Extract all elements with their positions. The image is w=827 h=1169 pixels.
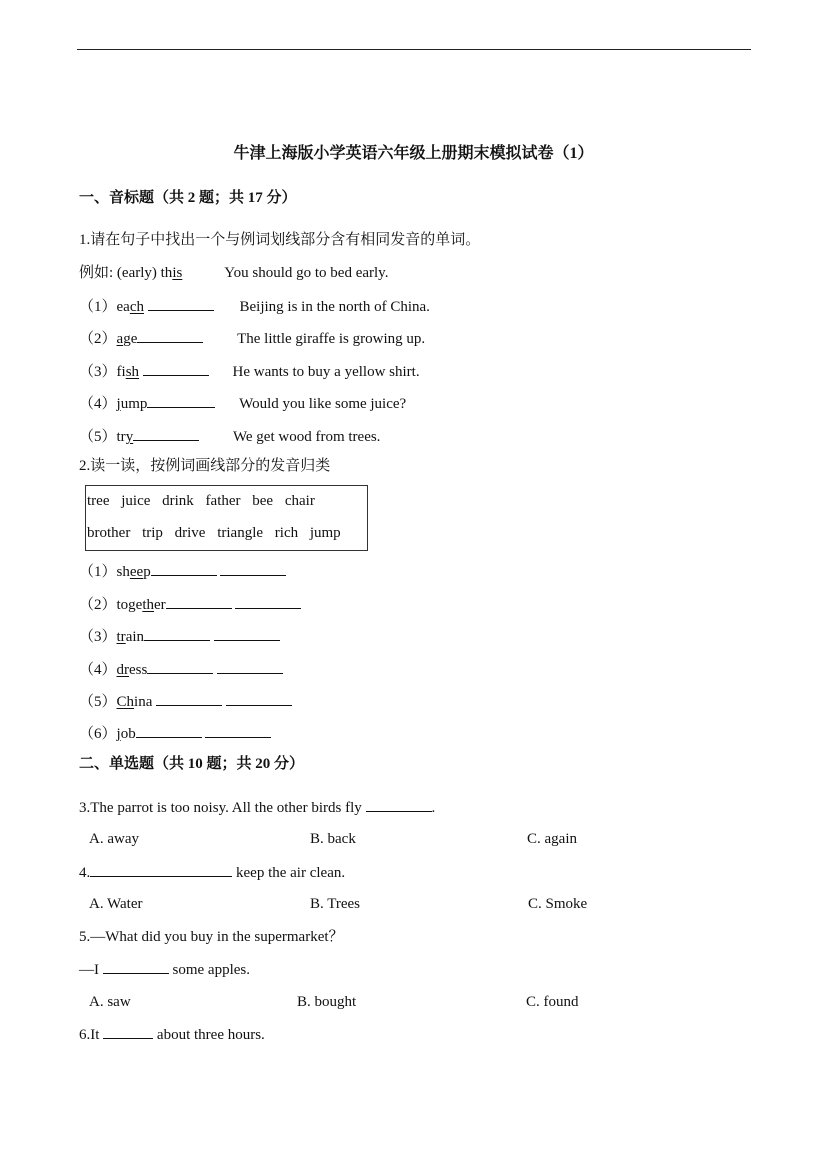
section-heading-single-choice: 二、单选题（共 10 题；共 20 分）: [79, 756, 305, 772]
example-label: 例如:: [79, 265, 114, 281]
answer-blank[interactable]: [147, 659, 213, 674]
q3-option-b[interactable]: B. back: [310, 831, 356, 847]
q2-item-1-word: sheep: [116, 564, 151, 580]
q5-option-c[interactable]: C. found: [526, 994, 579, 1010]
q5-option-b[interactable]: B. bought: [297, 994, 357, 1010]
q2-item-5-word: China: [116, 694, 153, 710]
q1-item-5-sentence: We get wood from trees.: [232, 429, 381, 445]
question-5-reply: —I some apples.: [79, 959, 250, 980]
answer-blank[interactable]: [214, 626, 280, 641]
q1-item-2-sentence: The little giraffe is growing up.: [237, 331, 426, 347]
question-6-stem: 6.It about three hours.: [79, 1024, 265, 1045]
q1-item-2: （2）age The little giraffe is growing up.: [79, 328, 425, 349]
q1-item-1-sentence: Beijing is in the north of China.: [239, 299, 430, 315]
q1-item-4: （4）jump Would you like some juice?: [79, 393, 406, 414]
word-bank-box: [85, 485, 368, 551]
answer-blank[interactable]: [156, 691, 222, 706]
answer-blank[interactable]: [133, 426, 199, 441]
word-bank-row-1: tree juice drink father bee chair: [87, 493, 315, 509]
q4-option-a[interactable]: A. Water: [89, 896, 143, 912]
q3-option-a[interactable]: A. away: [89, 831, 139, 847]
answer-blank[interactable]: [103, 959, 169, 974]
q4-option-c[interactable]: C. Smoke: [528, 896, 588, 912]
answer-blank[interactable]: [136, 723, 202, 738]
header-rule: [77, 49, 751, 50]
q1-item-4-word: jump: [116, 396, 148, 412]
q2-item-6-word: job: [116, 726, 136, 742]
answer-blank[interactable]: [205, 723, 271, 738]
q2-item-3: （3）train: [79, 626, 280, 647]
q2-item-3-word: train: [116, 629, 145, 645]
answer-blank[interactable]: [144, 626, 210, 641]
q2-item-2-word: together: [116, 597, 166, 613]
q1-item-3-word: fish: [116, 364, 140, 380]
answer-blank[interactable]: [90, 862, 232, 877]
question-4-stem: 4. keep the air clean.: [79, 862, 345, 883]
q1-item-3: （3）fish He wants to buy a yellow shirt.: [79, 361, 420, 382]
q2-item-1: （1）sheep: [79, 561, 286, 582]
example-word: (early) this: [116, 265, 183, 281]
question-1-prompt: 1.请在句子中找出一个与例词划线部分含有相同发音的单词。: [79, 232, 481, 248]
q2-item-5: （5）China: [79, 691, 292, 712]
answer-blank[interactable]: [143, 361, 209, 376]
q1-item-1-word: each: [116, 299, 145, 315]
answer-blank[interactable]: [103, 1024, 153, 1039]
q2-item-2: （2）together: [79, 594, 301, 615]
answer-blank[interactable]: [166, 594, 232, 609]
answer-blank[interactable]: [366, 797, 432, 812]
question-5-stem: 5.—What did you buy in the supermarket？: [79, 929, 344, 945]
q1-item-2-word: age: [116, 331, 138, 347]
q1-item-5: （5）try We get wood from trees.: [79, 426, 380, 447]
answer-blank[interactable]: [220, 561, 286, 576]
q2-item-4-word: dress: [116, 662, 148, 678]
q2-item-6: （6）job: [79, 723, 271, 744]
answer-blank[interactable]: [235, 594, 301, 609]
section-heading-phonetics: 一、音标题（共 2 题；共 17 分）: [79, 190, 297, 206]
example-sentence: You should go to bed early.: [224, 265, 389, 281]
question-1-example: [79, 263, 388, 283]
q3-option-c[interactable]: C. again: [527, 831, 577, 847]
q1-item-3-sentence: He wants to buy a yellow shirt.: [232, 364, 420, 380]
word-bank-row-2: brother trip drive triangle rich jump: [87, 525, 341, 541]
answer-blank[interactable]: [137, 328, 203, 343]
answer-blank[interactable]: [148, 296, 214, 311]
answer-blank[interactable]: [151, 561, 217, 576]
answer-blank[interactable]: [217, 659, 283, 674]
q4-option-b[interactable]: B. Trees: [310, 896, 361, 912]
q1-item-4-sentence: Would you like some juice?: [239, 396, 407, 412]
page-title: 牛津上海版小学英语六年级上册期末模拟试卷（1）: [233, 145, 594, 162]
q5-option-a[interactable]: A. saw: [89, 994, 131, 1010]
question-2-prompt: 2.读一读，按例词画线部分的发音归类: [79, 458, 331, 474]
q1-item-1: （1）each Beijing is in the north of China.: [79, 296, 430, 317]
q1-item-5-word: try: [116, 429, 134, 445]
question-3-stem: 3.The parrot is too noisy. All the other birds fly .: [79, 797, 435, 818]
answer-blank[interactable]: [226, 691, 292, 706]
q2-item-4: （4）dress: [79, 659, 283, 680]
answer-blank[interactable]: [147, 393, 215, 408]
